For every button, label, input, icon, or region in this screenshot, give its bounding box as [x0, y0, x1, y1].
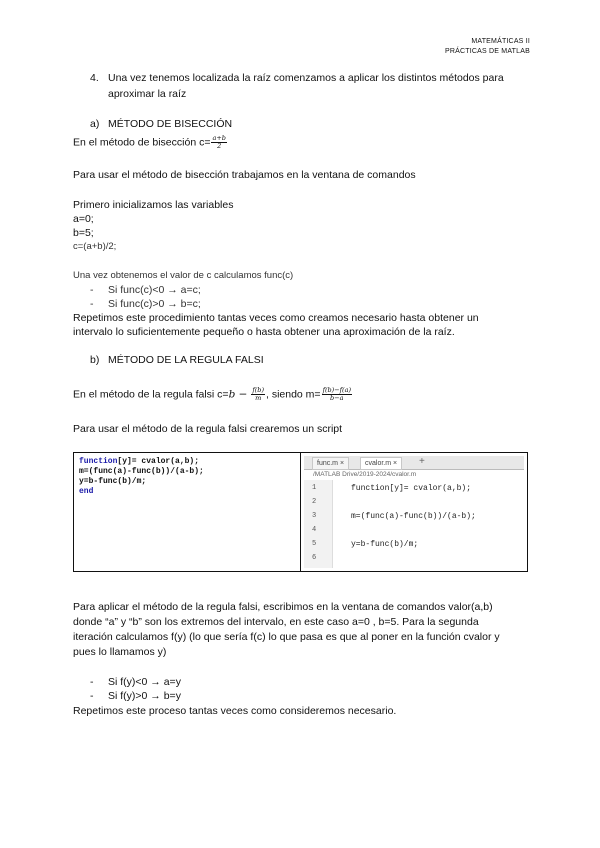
- var-a: a=0;: [73, 213, 94, 225]
- tab-cvalor[interactable]: cvalor.m ×: [360, 457, 402, 470]
- header-subject: MATEMÁTICAS II: [471, 38, 530, 45]
- bullet-item: Si func(c)<0 → a=c;: [108, 284, 201, 296]
- editor-code-line: function[y]= cvalor(a,b);: [351, 484, 472, 493]
- repeat-line1: Repetimos este procedimiento tantas veces como creamos necesario hasta obtener un: [73, 312, 479, 324]
- bisection-usage: Para usar el método de bisección trabajamos en la ventana de comandos: [73, 169, 416, 181]
- fraction-denominator: 2: [217, 142, 222, 150]
- regula-intro: En el método de la regula falsi c=: [73, 388, 229, 401]
- item4-line2: aproximar la raíz: [108, 88, 187, 100]
- tab-func[interactable]: func.m ×: [312, 457, 349, 470]
- item-number: 4.: [90, 72, 99, 84]
- apply-line1: Para aplicar el método de la regula falsi, escribimos en la ventana de comandos valor(a,b): [73, 601, 493, 613]
- code-line: m=(func(a)-func(b))/(a-b);: [79, 467, 204, 476]
- line-number: 1: [312, 484, 317, 492]
- code-line: y=b-func(b)/m;: [79, 477, 147, 486]
- eval-text: Una vez obtenemos el valor de c calculamos func(c): [73, 270, 294, 281]
- code-keyword: end: [79, 487, 94, 496]
- bullet-dash: -: [90, 676, 94, 688]
- bullet-dash: -: [90, 298, 94, 310]
- final-text: Repetimos este proceso tantas veces como consideremos necesario.: [73, 705, 397, 717]
- page-header: [445, 37, 530, 57]
- line-number: 3: [312, 512, 317, 520]
- repeat-line2: intervalo lo suficientemente pequeño o hasta obtener una aproximación de la raíz.: [73, 326, 455, 338]
- code-line: [79, 487, 295, 497]
- init-text: Primero inicializamos las variables: [73, 199, 234, 211]
- bullet-item: Si f(y)>0 → b=y: [108, 690, 181, 702]
- line-number: 2: [312, 498, 317, 506]
- editor-code-line: m=(func(a)-func(b))/(a-b);: [351, 512, 476, 521]
- section-b-title: MÉTODO DE LA REGULA FALSI: [108, 354, 264, 366]
- line-number: 5: [312, 540, 317, 548]
- fraction-denominator: b−a: [330, 394, 344, 402]
- apply-line3: iteración calculamos f(y) (lo que sería f(c) lo que pasa es que al poner en la función cvalor y: [73, 631, 500, 643]
- apply-line4: pues lo llamamos y): [73, 646, 167, 658]
- header-course: PRÁCTICAS DE MATLAB: [445, 48, 530, 55]
- bullet-dash: -: [90, 690, 94, 702]
- line-number: 4: [312, 526, 317, 534]
- section-a-title: MÉTODO DE BISECCIÓN: [108, 118, 233, 130]
- bullet-item: Si f(y)<0 → a=y: [108, 676, 181, 688]
- matlab-editor-screenshot: [301, 453, 527, 571]
- fraction-numerator: f(b)−f(a): [322, 386, 351, 394]
- line-number-gutter: [304, 480, 333, 568]
- code-text: [y]= cvalor(a,b);: [117, 457, 200, 466]
- siendo-text: , siendo m=: [265, 388, 321, 401]
- var-c: c=(a+b)/2;: [73, 241, 117, 252]
- fraction-slope: [322, 387, 352, 402]
- fraction-denominator: m: [255, 394, 262, 402]
- editor-file-path: /MATLAB Drive/2019-2024/cvalor.m: [313, 471, 417, 478]
- code-line: [79, 457, 295, 467]
- script-intro: Para usar el método de la regula falsi crearemos un script: [73, 423, 343, 435]
- bisection-intro: En el método de bisección c=: [73, 136, 211, 149]
- item4-line1: Una vez tenemos localizada la raíz comenzamos a aplicar los distintos métodos para: [108, 72, 504, 84]
- editor-tabs: [304, 456, 524, 470]
- var-b: b=5;: [73, 227, 94, 239]
- bullet-dash: -: [90, 284, 94, 296]
- bisection-fraction: [211, 135, 226, 150]
- code-figure: [73, 452, 528, 572]
- add-tab-icon[interactable]: +: [419, 456, 425, 467]
- fraction-fb-m: [251, 387, 265, 402]
- section-b-label: b): [90, 354, 100, 366]
- section-a-label: a): [90, 118, 100, 130]
- bisection-formula: [73, 135, 228, 150]
- fraction-numerator: f(b): [252, 386, 264, 394]
- code-keyword: function: [79, 457, 118, 466]
- fraction-numerator: a+b: [212, 134, 226, 142]
- line-number: 6: [312, 554, 317, 562]
- apply-line2: donde “a” y “b” son los extremos del intervalo, en este caso a=0 , b=5. Para la segunda: [73, 616, 479, 628]
- regula-falsi-formula: [73, 387, 353, 402]
- editor-code-line: y=b-func(b)/m;: [351, 540, 419, 549]
- code-listing: [74, 453, 301, 571]
- formula-b-minus: b −: [228, 388, 248, 401]
- bullet-item: Si func(c)>0 → b=c;: [108, 298, 201, 310]
